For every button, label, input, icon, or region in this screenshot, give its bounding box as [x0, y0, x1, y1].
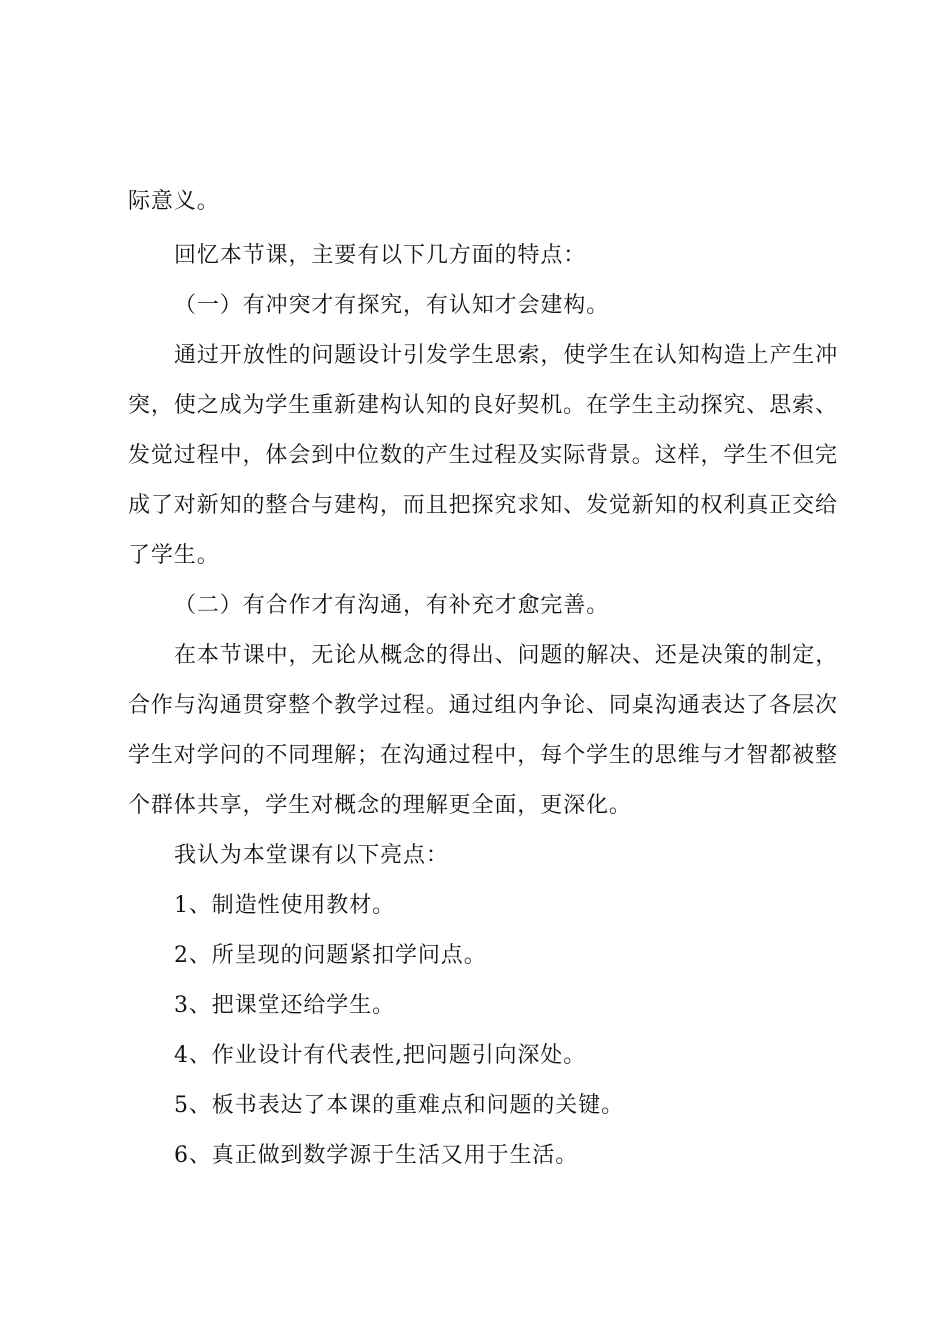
paragraph-line: 在本节课中，无论从概念的得出、问题的解决、还是决策的制定，: [174, 643, 839, 668]
paragraph-line: 学生对学问的不同理解；在沟通过程中，每个学生的思维与才智都被整: [128, 743, 838, 768]
section-heading: （一）有冲突才有探究，有认知才会建构。: [174, 293, 610, 318]
paragraph-line: 回忆本节课，主要有以下几方面的特点：: [174, 243, 587, 268]
paragraph-line: 我认为本堂课有以下亮点：: [174, 843, 449, 868]
paragraph-line: 个群体共享，学生对概念的理解更全面，更深化。: [128, 793, 632, 818]
paragraph-line: 合作与沟通贯穿整个教学过程。通过组内争论、同桌沟通表达了各层次: [128, 693, 838, 718]
list-item: 4、作业设计有代表性,把问题引向深处。: [174, 1043, 587, 1068]
list-item: 1、制造性使用教材。: [174, 893, 395, 918]
list-item: 5、板书表达了本课的重难点和问题的关键。: [174, 1093, 624, 1118]
list-item: 3、把课堂还给学生。: [174, 993, 395, 1018]
list-item: 6、真正做到数学源于生活又用于生活。: [174, 1143, 579, 1168]
paragraph-line: 突，使之成为学生重新建构认知的良好契机。在学生主动探究、思索、: [128, 393, 838, 418]
paragraph-line: 际意义。: [128, 189, 220, 214]
section-heading: （二）有合作才有沟通，有补充才愈完善。: [174, 593, 610, 618]
paragraph-line: 通过开放性的问题设计引发学生思索，使学生在认知构造上产生冲: [174, 343, 839, 368]
list-item: 2、所呈现的问题紧扣学问点。: [174, 943, 487, 968]
paragraph-line: 了学生。: [128, 543, 220, 568]
paragraph-line: 成了对新知的整合与建构，而且把探究求知、发觉新知的权利真正交给: [128, 493, 838, 518]
paragraph-line: 发觉过程中，体会到中位数的产生过程及实际背景。这样，学生不但完: [128, 443, 838, 468]
